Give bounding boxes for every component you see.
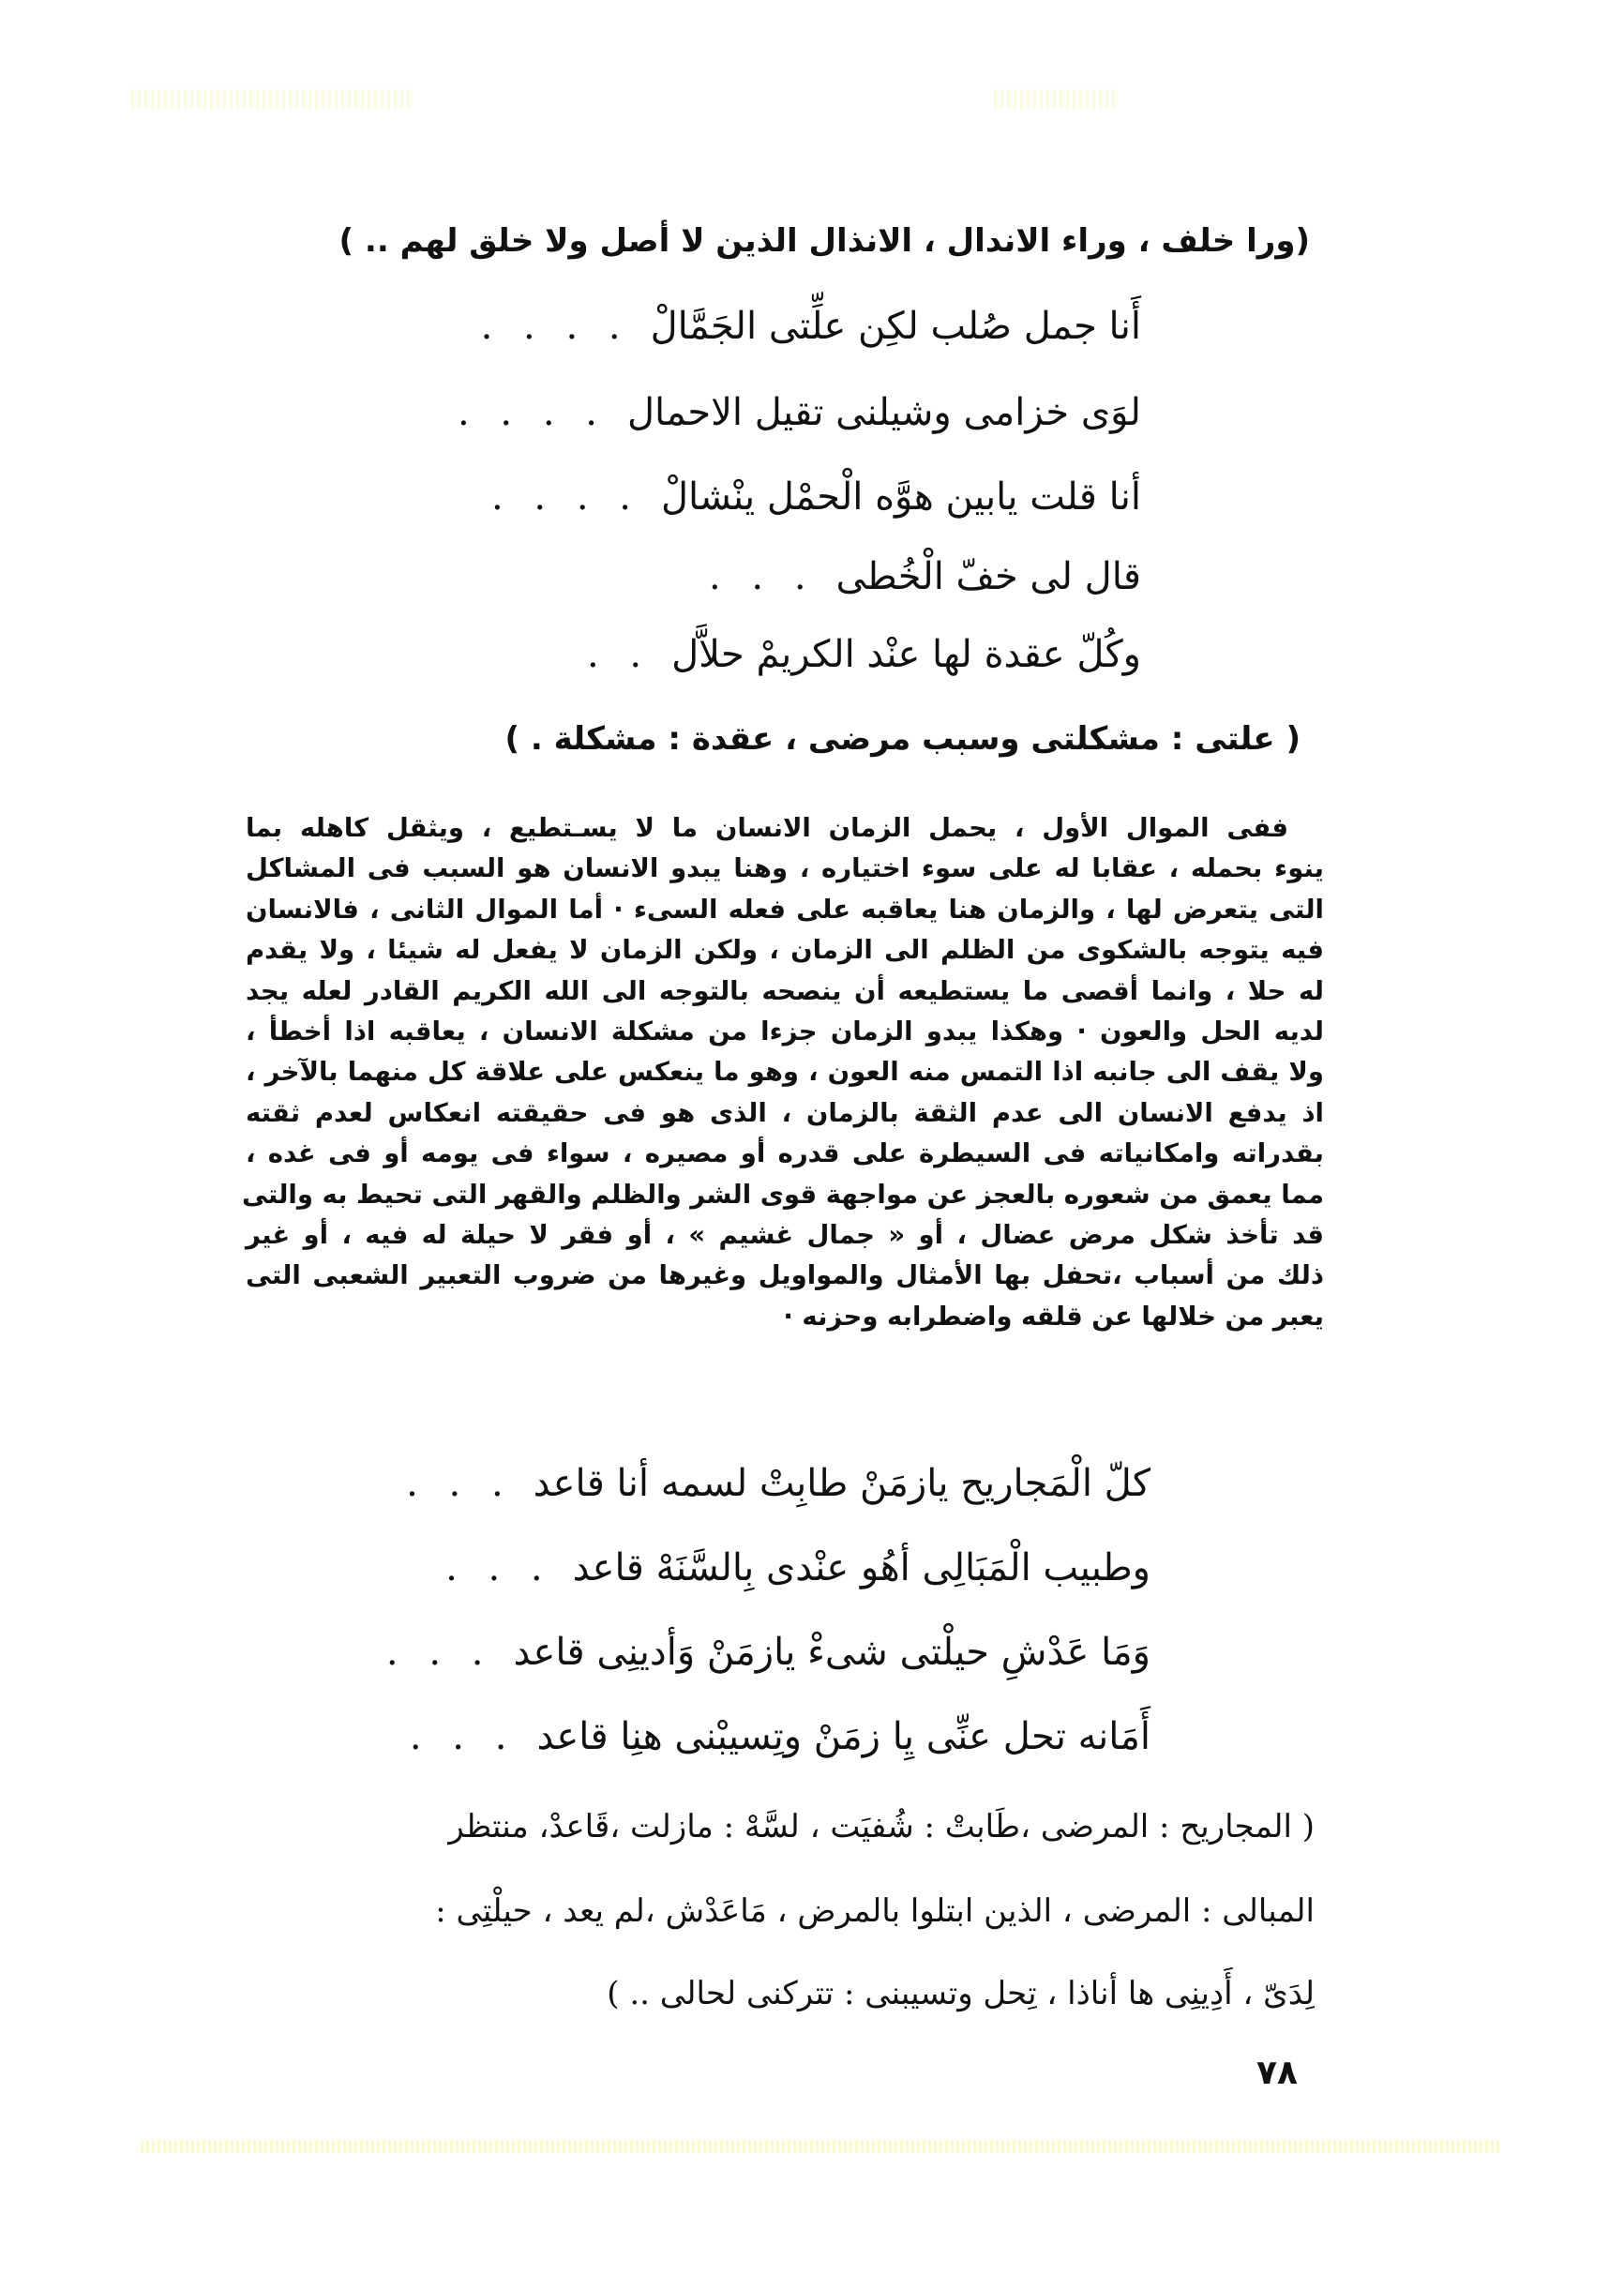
scan-artifact [141,2140,1500,2153]
paragraph-line: مما يعمق من شعوره بالعجز عن مواجهة قوى الشر والظلم والقهر التى تحيط به والتى [242,1179,1324,1210]
ellipsis: . . . . [480,305,630,348]
commentary-paragraph [242,808,1324,1337]
scan-artifact [994,89,1116,110]
paragraph-line: يعبر من خلالها عن قلقه واضطرابه وحزنه · [783,1301,1324,1332]
paragraph-line: قد تأخذ شكل مرض عضال ، أو « جمال غشيم » ، أو فقر لا حيلة له فيه ، أو غير [246,1220,1324,1251]
verse-line [410,1709,1150,1765]
verse-text: أَنا جمل صُلب لكِن علِّتى الجَمَّالْ [650,305,1141,348]
verse-gloss-line: لِدَىّ ، أَدِينِى ها أناذا ، تِحل وتسيبنى : تتركنى لحالى .. ) [607,1975,1315,2012]
ellipsis: . . . [406,1462,513,1505]
ellipsis: . . . [409,1715,517,1758]
paragraph-line: التى يتعرض لها ، والزمان هنا يعاقبه على فعله السىء · أما الموال الثانى ، فالانسان [246,894,1324,925]
verse-text: أَمَانه تحل عنِّى يِا زمَنْ وتِسيبْنى هنِا قاعد [536,1715,1150,1758]
paragraph-line: اذ يدفع الانسان الى عدم الثقة بالزمان ، الذى هو فى حقيقته انعكاس لعدم ثقته [246,1097,1324,1128]
ellipsis: . . . [385,1631,493,1674]
verse-text: وطبيب الْمَبَالِى أهُو عنْدى بِالسَّنَهْ قاعد [572,1546,1150,1589]
ellipsis: . . . . [457,391,607,434]
ellipsis: . . . [445,1546,552,1589]
paragraph-line: ولا يقف الى جانبه اذا التمس منه العون ، وهو ما ينعكس على علاقة كل منهما بالآخر ، [246,1057,1324,1088]
paragraph-line: ففى الموال الأول ، يحمل الزمان الانسان ما لا يسـتطيع ، ويثقل كاهله بما [246,813,1288,843]
paragraph-line: لديه الحل والعون · وهكذا يبدو الزمان جزءا من مشكلة الانسان ، يعاقبه اذا أخطأ ، [246,1017,1324,1047]
paragraph-line: ذلك من أسباب ،تحفل بها الأمثال والمواويل وغيرها من ضروب التعبير الشعبى التى [246,1260,1324,1291]
verse-line [481,298,1141,354]
verse-text: أنا قلت يابين هوَّه الْحمْل ينْشالْ [660,475,1141,519]
paragraph-line: بقدراته وامكانياته فى السيطرة على قدره أو مصيره ، سواء فى يومه أو فى غده ، [246,1138,1324,1169]
verse-line [587,626,1141,683]
verse-text: وكُلّ عقدة لها عنْد الكريمْ حلاَّل [671,633,1141,676]
verse-line [445,1540,1150,1596]
verse-text: قال لى خفّ الْخُطى [835,555,1141,598]
page-number: ٧٨ [1256,2054,1298,2092]
verse-gloss-line: ( المجاريح : المرضى ،طَابتْ : شُفيَت ، لسَّهْ : مازلت ،قَاعدْ، منتظر [448,1808,1315,1845]
paragraph-line: ينوء بحمله ، عقابا له على سوء اختياره ، وهنا يبدو الانسان هو السبب فى المشاكل [246,853,1324,884]
ellipsis: . . . [708,555,816,598]
paragraph-line: فيه يتوجه بالشكوى من الظلم الى الزمان ، ولكن الزمان لا يفعل له شيئا ، ولا يقدم [246,935,1324,966]
verse-line [709,549,1141,605]
top-gloss: (ورا خلف ، وراء الاندال ، الانذال الذين لا أصل ولا خلق لهم .. ) [338,222,1310,260]
verse-line [386,1624,1150,1680]
ellipsis: . . [586,633,652,676]
verse-text: كلّ الْمَجاريح يازمَنْ طابِتْ لسمه أنا قاعد [533,1462,1150,1505]
scan-artifact [131,89,413,110]
verse-gloss-line: المبالى : المرضى ، الذين ابتلوا بالمرض ، مَاعَدْش ،لم يعد ، حيلْتِى : [435,1892,1315,1930]
verse-line [406,1455,1150,1512]
ellipsis: . . . . [490,475,640,519]
verse-text: لوَى خزامى وشيلنى تقيل الاحمال [626,391,1141,434]
verse-gloss: ( علتى : مشكلتى وسبب مرضى ، عقدة : مشكلة . ) [504,720,1301,758]
verse-line [491,469,1141,525]
verse-text: وَمَا عَدْشِ حيلْتى شىءْ يازمَنْ وَأدينِى قاعد [513,1631,1150,1674]
paragraph-line: له حلا ، وانما أقصى ما يستطيعه أن ينصحه بالتوجه الى الله الكريم القادر لعله يجد [246,975,1324,1006]
verse-line [458,384,1141,441]
